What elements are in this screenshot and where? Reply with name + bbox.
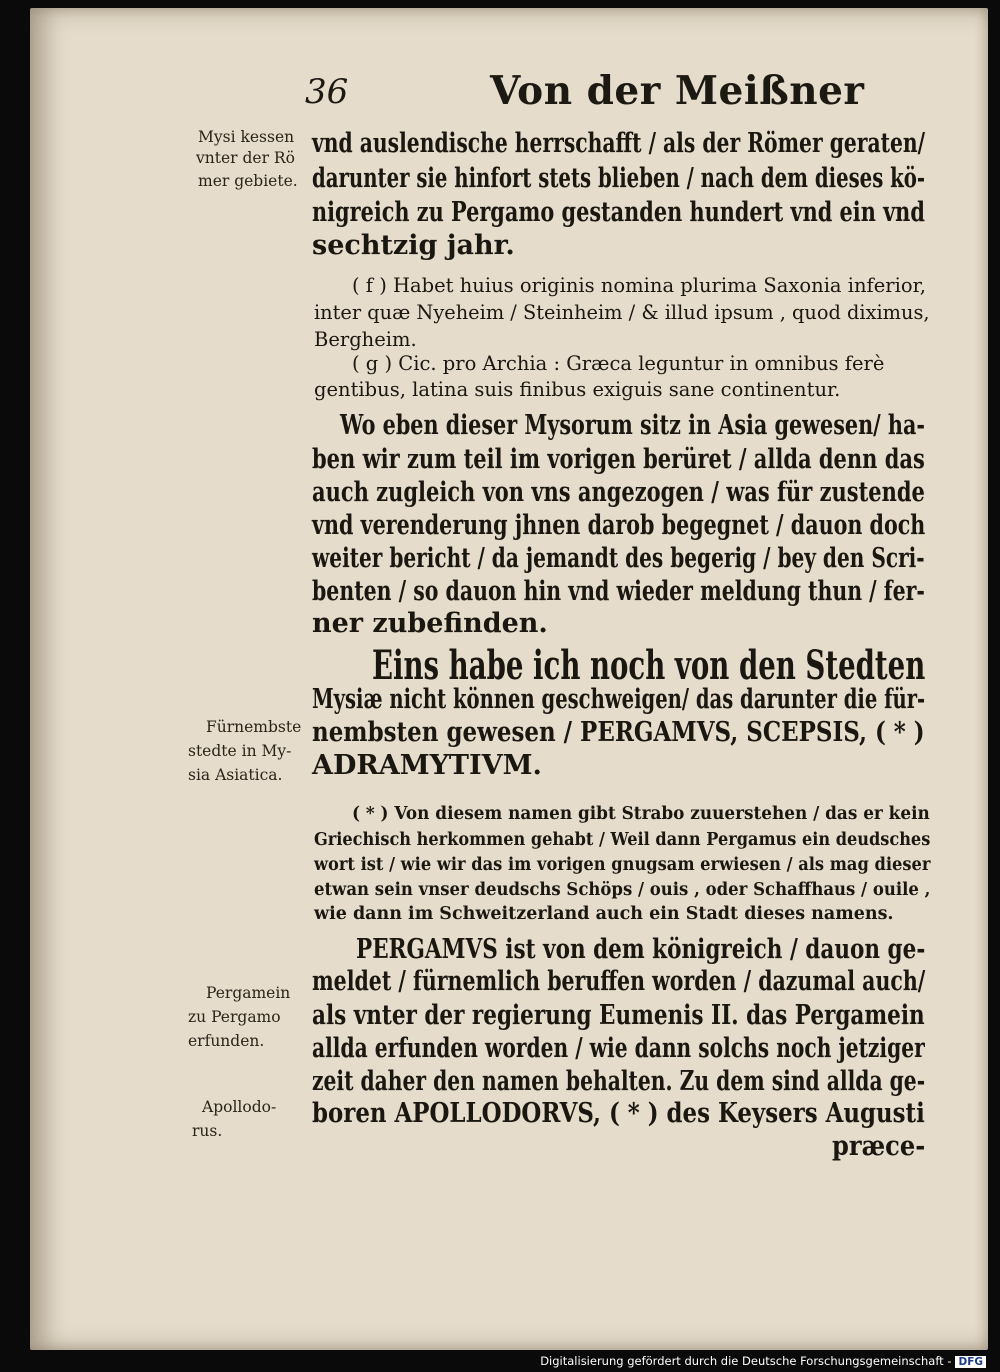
margin-note-line: zu Pergamo <box>188 1008 281 1026</box>
body-text-line: auch zugleich von vns angezogen / was für zustende <box>312 477 925 508</box>
body-text-line: weiter bericht / da jemandt des begerig / bey den Scri- <box>312 543 925 574</box>
body-text-line: darunter sie hinfort stets blieben / nach dem dieses kö- <box>312 163 926 194</box>
margin-note-line: Pergamein <box>206 984 291 1002</box>
section-opening-line: Eins habe ich noch von den Stedten <box>372 642 926 689</box>
body-text-line: zeit daher den namen behalten. Zu dem sind allda ge- <box>312 1066 926 1097</box>
body-text-line: sechtzig jahr. <box>312 230 515 261</box>
margin-note-line: sia Asiatica. <box>188 766 283 784</box>
body-text-line: nembsten gewesen / PERGAMVS, SCEPSIS, ( * ) <box>312 717 925 748</box>
margin-note-line: Mysi kessen <box>198 128 295 146</box>
footnote-line: wie dann im Schweitzerland auch ein Stadt dieses namens. <box>314 904 894 924</box>
footnote-line: wort ist / wie wir das im vorigen gnugsam erwiesen / als mag dieser <box>314 855 931 875</box>
footnote-line: etwan sein vnser deudschs Schöps / ouis , oder Schaffhaus / ouile , <box>314 880 931 900</box>
body-text-line: ner zubefinden. <box>312 608 548 639</box>
margin-note-line: rus. <box>192 1122 223 1140</box>
body-text-line: vnd auslendische herrschafft / als der Römer geraten/ <box>312 128 926 159</box>
digitization-credit <box>540 1354 986 1368</box>
margin-note-line: vnter der Rö <box>196 149 295 167</box>
margin-note-line: stedte in My- <box>188 742 292 760</box>
footnote-line: ( g ) Cic. pro Archia : Græca leguntur in omnibus ferè <box>352 352 885 375</box>
margin-note-line: erfunden. <box>188 1032 265 1050</box>
body-text-line: Mysiæ nicht können geschweigen/ das darunter die für- <box>312 684 926 715</box>
footnote-line: Bergheim. <box>314 328 417 351</box>
page-number: 36 <box>305 72 349 112</box>
footnote-line: gentibus, latina suis finibus exiguis sane continentur. <box>314 378 841 401</box>
body-text-line: ben wir zum teil im vorigen berüret / allda denn das <box>312 444 925 475</box>
footnote-line: ( * ) Von diesem namen gibt Strabo zuuerstehen / das er kein <box>352 804 930 824</box>
body-text-line: vnd verenderung jhnen darob begegnet / dauon doch <box>312 510 926 541</box>
body-text-line: nigreich zu Pergamo gestanden hundert vnd ein vnd <box>312 197 925 228</box>
footnote-line: ( f ) Habet huius originis nomina plurima Saxonia inferior, <box>352 274 926 297</box>
dfg-logo: DFG <box>955 1356 986 1368</box>
running-title: Von der Meißner <box>490 68 865 114</box>
margin-note-line: Apollodo- <box>202 1098 277 1116</box>
body-text-line: Wo eben dieser Mysorum sitz in Asia gewesen/ ha- <box>340 410 926 441</box>
catchword: præce- <box>832 1131 926 1162</box>
footnote-line: Griechisch herkommen gehabt / Weil dann Pergamus ein deudsches <box>314 830 931 850</box>
body-text-line: als vnter der regierung Eumenis II. das Pergamein <box>312 1000 925 1031</box>
credit-text: Digitalisierung gefördert durch die Deutsche Forschungsgemeinschaft - <box>540 1354 952 1368</box>
body-text-line: allda erfunden worden / wie dann solchs noch jetziger <box>312 1033 925 1064</box>
body-text-line: ADRAMYTIVM. <box>312 750 542 781</box>
body-text-line: boren APOLLODORVS, ( * ) des Keysers Augusti <box>312 1098 925 1129</box>
body-text-line: meldet / fürnemlich beruffen worden / dazumal auch/ <box>312 966 926 997</box>
body-text-line: benten / so dauon hin vnd wieder meldung thun / fer- <box>312 576 925 607</box>
margin-note-line: mer gebiete. <box>198 172 298 190</box>
footnote-line: inter quæ Nyeheim / Steinheim / & illud ipsum , quod diximus, <box>314 301 930 324</box>
margin-note-line: Fürnembste <box>206 718 302 736</box>
body-text-line: PERGAMVS ist von dem königreich / dauon ge- <box>356 934 926 965</box>
